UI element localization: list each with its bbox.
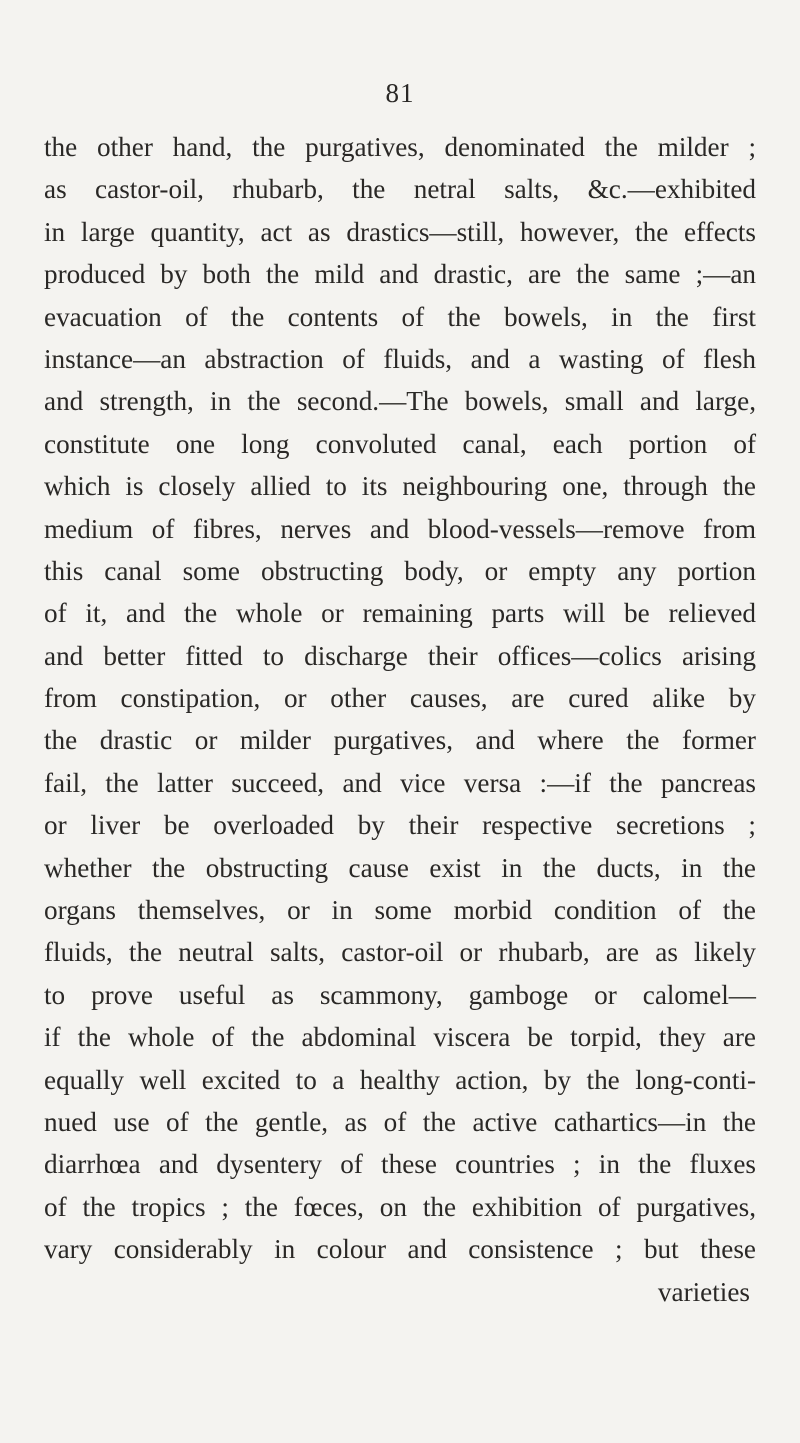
text-line: to prove useful as scammony, gamboge or calomel— xyxy=(44,979,756,1010)
text-line: the drastic or milder purgatives, and where the former xyxy=(44,725,756,756)
text-line: of it, and the whole or remaining parts will be relieved xyxy=(44,598,756,629)
text-line: medium of fibres, nerves and blood-vessels—remove from xyxy=(44,513,756,544)
text-line: and better fitted to discharge their offices—colics arising xyxy=(44,640,756,671)
text-line: diarrhœa and dysentery of these countries ; in the fluxes xyxy=(44,1149,756,1180)
text-line: this canal some obstructing body, or empty any portion xyxy=(44,555,756,586)
page-number: 81 xyxy=(385,78,415,108)
text-line: if the whole of the abdominal viscera be torpid, they are xyxy=(44,1022,756,1053)
text-line: vary considerably in colour and consistence ; but these xyxy=(44,1234,756,1265)
text-line: evacuation of the contents of the bowels, in the first xyxy=(44,301,756,332)
text-line: from constipation, or other causes, are cured alike by xyxy=(44,683,756,714)
text-line: equally well excited to a healthy action, by the long-conti- xyxy=(44,1064,756,1095)
text-line: in large quantity, act as drastics—still, however, the effects xyxy=(44,216,756,247)
body-text xyxy=(44,126,756,1313)
text-line: as castor-oil, rhubarb, the netral salts, &c.—exhibited xyxy=(44,174,756,205)
catchword: varieties xyxy=(657,1276,750,1307)
text-line: whether the obstructing cause exist in the ducts, in the xyxy=(44,852,756,883)
text-line: nued use of the gentle, as of the active cathartics—in the xyxy=(44,1106,756,1137)
text-line: instance—an abstraction of fluids, and a wasting of flesh xyxy=(44,343,756,374)
text-line: organs themselves, or in some morbid condition of the xyxy=(44,895,756,926)
text-line: the other hand, the purgatives, denominated the milder ; xyxy=(44,132,756,162)
text-line: fail, the latter succeed, and vice versa :—if the pancreas xyxy=(44,767,756,798)
text-line: of the tropics ; the fœces, on the exhibition of purgatives, xyxy=(44,1191,756,1222)
text-line: constitute one long convoluted canal, each portion of xyxy=(44,428,756,459)
text-line: which is closely allied to its neighbouring one, through the xyxy=(44,471,756,502)
text-line: or liver be overloaded by their respective secretions ; xyxy=(44,810,756,841)
text-line: fluids, the neutral salts, castor-oil or rhubarb, are as likely xyxy=(44,937,756,968)
text-line: produced by both the mild and drastic, are the same ;—an xyxy=(44,259,756,290)
text-line: and strength, in the second.—The bowels, small and large, xyxy=(44,386,756,417)
